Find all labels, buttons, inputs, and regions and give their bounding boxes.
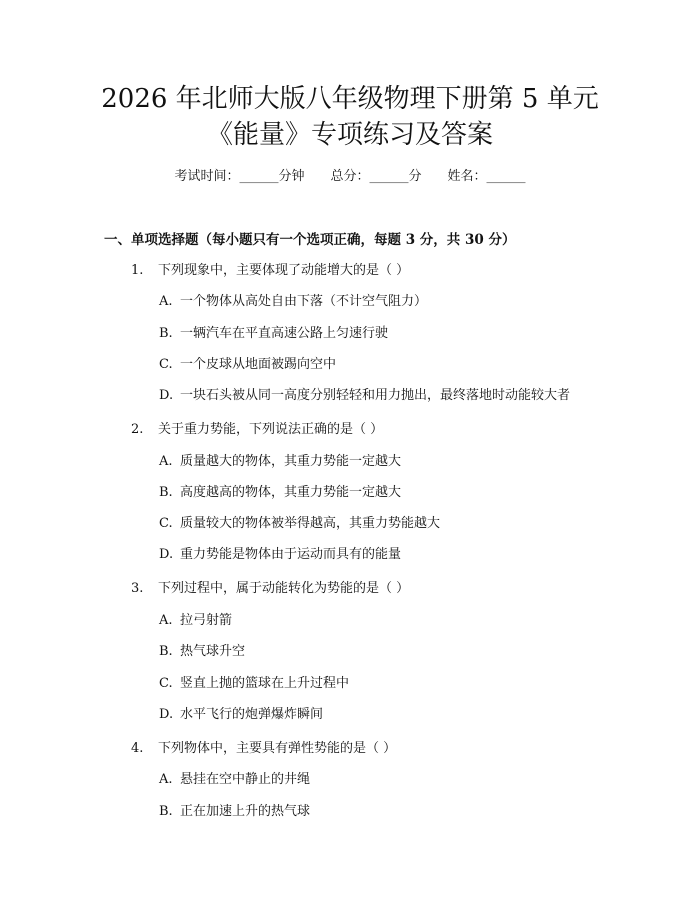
question-text: 下列物体中，主要具有弹性势能的是（ ） [158, 741, 397, 756]
q1-option-c [159, 356, 336, 374]
q1-option-b [159, 325, 388, 343]
question-text: 关于重力势能，下列说法正确的是（ ） [158, 422, 384, 437]
option-text: 水平飞行的炮弹爆炸瞬间 [180, 707, 324, 722]
question-4 [131, 740, 396, 758]
option-letter: C. [159, 676, 173, 691]
option-letter: D. [159, 388, 174, 403]
option-letter: B. [159, 485, 173, 500]
option-letter: A. [159, 454, 173, 469]
time-label: 考试时间： [174, 169, 240, 184]
q3-option-d [159, 706, 323, 724]
q1-option-a [159, 293, 427, 311]
option-text: 质量越大的物体，其重力势能一定越大 [180, 454, 402, 469]
option-letter: A. [159, 772, 173, 787]
option-text: 一块石头被从同一高度分别轻轻和用力抛出，最终落地时动能较大者 [180, 388, 571, 403]
q4-option-a [159, 771, 310, 789]
option-letter: C. [159, 516, 173, 531]
question-text: 下列现象中，主要体现了动能增大的是（ ） [158, 263, 410, 278]
q3-option-a [159, 612, 232, 630]
q2-option-b [159, 484, 401, 502]
question-2 [131, 421, 383, 439]
option-text: 一辆汽车在平直高速公路上匀速行驶 [180, 326, 389, 341]
q2-option-a [159, 453, 401, 471]
option-letter: C. [159, 357, 173, 372]
option-text: 热气球升空 [180, 644, 246, 659]
option-letter: D. [159, 547, 174, 562]
option-letter: A. [159, 613, 173, 628]
option-letter: D. [159, 707, 174, 722]
option-letter: B. [159, 326, 173, 341]
option-letter: B. [159, 644, 173, 659]
q3-option-b [159, 643, 245, 661]
option-text: 质量较大的物体被举得越高，其重力势能越大 [180, 516, 441, 531]
option-letter: A. [159, 294, 173, 309]
score-blank: ______ [369, 169, 409, 184]
option-text: 竖直上抛的篮球在上升过程中 [180, 676, 350, 691]
name-label: 姓名： [447, 169, 487, 184]
score-unit: 分 [408, 169, 422, 184]
question-number: 2. [131, 422, 144, 437]
document-title-line1: 2026 年北师大版八年级物理下册第 5 单元 [101, 84, 599, 114]
q1-option-d [159, 387, 570, 405]
option-text: 一个物体从高处自由下落（不计空气阻力） [180, 294, 428, 309]
question-text: 下列过程中，属于动能转化为势能的是（ ） [158, 581, 410, 596]
question-3 [131, 580, 409, 598]
option-text: 正在加速上升的热气球 [180, 804, 311, 819]
q3-option-c [159, 675, 349, 693]
document-title-line2: 《能量》专项练习及答案 [206, 120, 493, 150]
q4-option-b [159, 803, 310, 821]
option-text: 拉弓射箭 [180, 613, 233, 628]
exam-info-line [0, 168, 700, 186]
q2-option-c [159, 515, 440, 533]
time-unit: 分钟 [278, 169, 305, 184]
question-number: 4. [131, 741, 144, 756]
section-heading: 一、单项选择题（每小题只有一个选项正确，每题 3 分，共 30 分） [104, 232, 516, 248]
name-blank: ______ [486, 169, 526, 184]
option-text: 高度越高的物体，其重力势能一定越大 [180, 485, 402, 500]
option-letter: B. [159, 804, 173, 819]
option-text: 重力势能是物体由于运动而具有的能量 [180, 547, 402, 562]
score-label: 总分： [330, 169, 370, 184]
question-number: 3. [131, 581, 144, 596]
question-1 [131, 262, 409, 280]
question-number: 1. [131, 263, 144, 278]
q2-option-d [159, 546, 401, 564]
option-text: 悬挂在空中静止的井绳 [180, 772, 311, 787]
option-text: 一个皮球从地面被踢向空中 [180, 357, 337, 372]
time-blank: ______ [239, 169, 279, 184]
